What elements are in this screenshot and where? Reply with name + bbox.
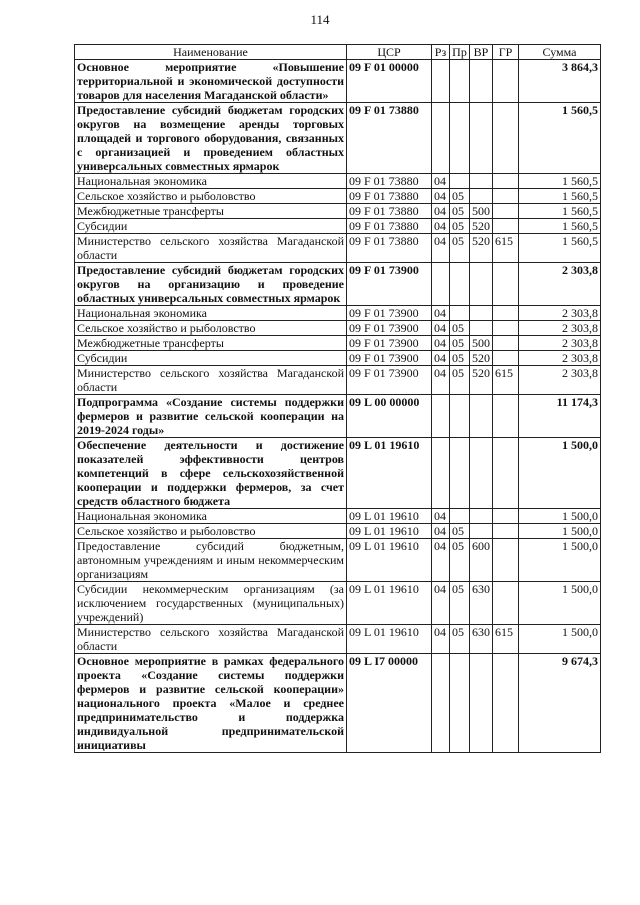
cell-vr: [470, 321, 493, 336]
cell-csr: 09 F 01 73880: [347, 189, 432, 204]
cell-rz: 04: [432, 524, 450, 539]
table-row: [75, 60, 601, 103]
cell-vr: 520: [470, 366, 493, 395]
cell-csr: 09 F 01 73900: [347, 351, 432, 366]
cell-name: Национальная экономика: [75, 509, 347, 524]
cell-pr: 05: [450, 351, 470, 366]
cell-rz: [432, 438, 450, 509]
cell-sum: 2 303,8: [519, 366, 601, 395]
cell-vr: [470, 395, 493, 438]
cell-pr: 05: [450, 539, 470, 582]
cell-sum: 1 500,0: [519, 582, 601, 625]
cell-gr: [493, 174, 519, 189]
cell-vr: [470, 189, 493, 204]
table-row: [75, 234, 601, 263]
cell-rz: 04: [432, 366, 450, 395]
cell-rz: 04: [432, 204, 450, 219]
table-row: [75, 351, 601, 366]
cell-csr: 09 L I7 00000: [347, 654, 432, 753]
cell-vr: [470, 103, 493, 174]
cell-pr: [450, 103, 470, 174]
header-rz: Рз: [432, 45, 450, 60]
cell-gr: [493, 219, 519, 234]
table-row: [75, 321, 601, 336]
cell-vr: 520: [470, 234, 493, 263]
table-row: [75, 438, 601, 509]
cell-name: Министерство сельского хозяйства Магаданской области: [75, 625, 347, 654]
cell-csr: 09 F 01 73900: [347, 336, 432, 351]
table-row: [75, 625, 601, 654]
cell-gr: [493, 204, 519, 219]
cell-pr: [450, 395, 470, 438]
cell-gr: [493, 654, 519, 753]
cell-pr: 05: [450, 524, 470, 539]
cell-name: Основное мероприятие «Повышение территориальной и экономической доступности товаров для населения Магаданской области»: [75, 60, 347, 103]
cell-sum: 1 560,5: [519, 219, 601, 234]
table-row: [75, 103, 601, 174]
cell-pr: [450, 306, 470, 321]
cell-vr: [470, 60, 493, 103]
cell-pr: [450, 60, 470, 103]
cell-csr: 09 L 01 19610: [347, 509, 432, 524]
cell-sum: 2 303,8: [519, 336, 601, 351]
cell-rz: 04: [432, 336, 450, 351]
cell-pr: [450, 174, 470, 189]
cell-rz: 04: [432, 219, 450, 234]
cell-sum: 3 864,3: [519, 60, 601, 103]
cell-rz: 04: [432, 189, 450, 204]
cell-gr: [493, 539, 519, 582]
cell-gr: 615: [493, 625, 519, 654]
cell-name: Межбюджетные трансферты: [75, 204, 347, 219]
cell-csr: 09 L 01 19610: [347, 625, 432, 654]
cell-rz: 04: [432, 539, 450, 582]
cell-rz: 04: [432, 351, 450, 366]
cell-gr: [493, 321, 519, 336]
cell-name: Подпрограмма «Создание системы поддержки фермеров и развитие сельской кооперации на 2019-2024 годы»: [75, 395, 347, 438]
cell-name: Национальная экономика: [75, 174, 347, 189]
table-row: [75, 306, 601, 321]
header-csr: ЦСР: [347, 45, 432, 60]
cell-rz: 04: [432, 509, 450, 524]
cell-csr: 09 F 01 73880: [347, 234, 432, 263]
cell-csr: 09 L 01 19610: [347, 582, 432, 625]
header-pr: Пр: [450, 45, 470, 60]
cell-csr: 09 L 01 19610: [347, 438, 432, 509]
cell-gr: [493, 263, 519, 306]
cell-pr: 05: [450, 625, 470, 654]
table-row: [75, 174, 601, 189]
cell-sum: 1 560,5: [519, 204, 601, 219]
cell-name: Сельское хозяйство и рыболовство: [75, 189, 347, 204]
header-sum: Сумма: [519, 45, 601, 60]
cell-sum: 1 500,0: [519, 625, 601, 654]
cell-gr: [493, 103, 519, 174]
cell-sum: 1 560,5: [519, 103, 601, 174]
table-row: [75, 336, 601, 351]
cell-pr: 05: [450, 234, 470, 263]
cell-csr: 09 F 01 73900: [347, 321, 432, 336]
cell-sum: 11 174,3: [519, 395, 601, 438]
cell-rz: 04: [432, 234, 450, 263]
cell-pr: [450, 654, 470, 753]
cell-pr: 05: [450, 321, 470, 336]
cell-gr: [493, 60, 519, 103]
cell-vr: [470, 174, 493, 189]
cell-gr: [493, 351, 519, 366]
budget-table: [74, 44, 601, 753]
cell-name: Субсидии некоммерческим организациям (за исключением государственных (муниципальных) учреждений): [75, 582, 347, 625]
cell-sum: 1 560,5: [519, 189, 601, 204]
cell-vr: 520: [470, 219, 493, 234]
cell-name: Предоставление субсидий бюджетам городских округов на возмещение аренды торговых площадей и торгового оборудования, связанных с организацией и проведением областных универсальных совместных ярмарок: [75, 103, 347, 174]
header-gr: ГР: [493, 45, 519, 60]
page-number: 114: [310, 12, 330, 27]
table-row: [75, 395, 601, 438]
table-row: [75, 582, 601, 625]
cell-gr: [493, 509, 519, 524]
cell-vr: 600: [470, 539, 493, 582]
cell-rz: [432, 395, 450, 438]
cell-rz: [432, 263, 450, 306]
cell-gr: [493, 582, 519, 625]
table-row: [75, 654, 601, 753]
cell-name: Министерство сельского хозяйства Магаданской области: [75, 234, 347, 263]
cell-vr: [470, 263, 493, 306]
cell-sum: 2 303,8: [519, 263, 601, 306]
header-name: Наименование: [75, 45, 347, 60]
table-row: [75, 539, 601, 582]
header-vr: ВР: [470, 45, 493, 60]
cell-pr: [450, 438, 470, 509]
cell-csr: 09 L 01 19610: [347, 539, 432, 582]
table-header-row: [75, 45, 601, 60]
cell-vr: 520: [470, 351, 493, 366]
cell-csr: 09 F 01 00000: [347, 60, 432, 103]
cell-gr: [493, 395, 519, 438]
cell-gr: [493, 438, 519, 509]
cell-vr: 630: [470, 582, 493, 625]
cell-gr: [493, 524, 519, 539]
cell-sum: 1 500,0: [519, 509, 601, 524]
cell-pr: 05: [450, 366, 470, 395]
cell-vr: [470, 438, 493, 509]
cell-csr: 09 F 01 73880: [347, 219, 432, 234]
table-row: [75, 219, 601, 234]
cell-csr: 09 F 01 73880: [347, 174, 432, 189]
cell-csr: 09 L 00 00000: [347, 395, 432, 438]
cell-vr: 630: [470, 625, 493, 654]
table-row: [75, 263, 601, 306]
cell-vr: 500: [470, 204, 493, 219]
cell-name: Субсидии: [75, 351, 347, 366]
cell-rz: 04: [432, 625, 450, 654]
cell-sum: 2 303,8: [519, 351, 601, 366]
cell-csr: 09 F 01 73900: [347, 306, 432, 321]
cell-sum: 1 500,0: [519, 438, 601, 509]
cell-name: Сельское хозяйство и рыболовство: [75, 321, 347, 336]
table-row: [75, 509, 601, 524]
cell-csr: 09 F 01 73900: [347, 366, 432, 395]
table-body: [75, 60, 601, 753]
cell-pr: 05: [450, 204, 470, 219]
cell-csr: 09 F 01 73900: [347, 263, 432, 306]
cell-pr: [450, 263, 470, 306]
cell-gr: [493, 189, 519, 204]
cell-rz: 04: [432, 321, 450, 336]
cell-gr: [493, 336, 519, 351]
cell-vr: 500: [470, 336, 493, 351]
cell-name: Обеспечение деятельности и достижение показателей эффективности центров компетенций в сфере сельскохозяйственной кооперации и поддержки фермеров, за счет средств областного бюджета: [75, 438, 347, 509]
cell-csr: 09 F 01 73880: [347, 204, 432, 219]
cell-rz: [432, 654, 450, 753]
cell-rz: [432, 60, 450, 103]
cell-name: Национальная экономика: [75, 306, 347, 321]
cell-gr: 615: [493, 234, 519, 263]
cell-sum: 2 303,8: [519, 306, 601, 321]
table-row: [75, 204, 601, 219]
table-row: [75, 366, 601, 395]
cell-pr: 05: [450, 336, 470, 351]
cell-sum: 2 303,8: [519, 321, 601, 336]
cell-sum: 1 500,0: [519, 524, 601, 539]
cell-sum: 1 560,5: [519, 174, 601, 189]
cell-vr: [470, 509, 493, 524]
cell-gr: [493, 306, 519, 321]
cell-gr: 615: [493, 366, 519, 395]
cell-pr: [450, 509, 470, 524]
cell-sum: 9 674,3: [519, 654, 601, 753]
cell-name: Министерство сельского хозяйства Магаданской области: [75, 366, 347, 395]
cell-vr: [470, 524, 493, 539]
cell-pr: 05: [450, 189, 470, 204]
cell-name: Предоставление субсидий бюджетам городских округов на организацию и проведение областных универсальных совместных ярмарок: [75, 263, 347, 306]
cell-csr: 09 L 01 19610: [347, 524, 432, 539]
cell-name: Субсидии: [75, 219, 347, 234]
cell-vr: [470, 654, 493, 753]
cell-name: Межбюджетные трансферты: [75, 336, 347, 351]
cell-pr: 05: [450, 219, 470, 234]
cell-sum: 1 500,0: [519, 539, 601, 582]
cell-rz: 04: [432, 582, 450, 625]
table-row: [75, 524, 601, 539]
cell-csr: 09 F 01 73880: [347, 103, 432, 174]
cell-rz: [432, 103, 450, 174]
cell-name: Сельское хозяйство и рыболовство: [75, 524, 347, 539]
cell-name: Предоставление субсидий бюджетным, автономным учреждениям и иным некоммерческим организациям: [75, 539, 347, 582]
cell-name: Основное мероприятие в рамках федерального проекта «Создание системы поддержки фермеров и развитие сельской кооперации» национального проекта «Малое и среднее предпринимательство и поддержка индивидуальной предпринимательской инициативы: [75, 654, 347, 753]
cell-sum: 1 560,5: [519, 234, 601, 263]
cell-rz: 04: [432, 174, 450, 189]
cell-vr: [470, 306, 493, 321]
table-row: [75, 189, 601, 204]
cell-pr: 05: [450, 582, 470, 625]
cell-rz: 04: [432, 306, 450, 321]
